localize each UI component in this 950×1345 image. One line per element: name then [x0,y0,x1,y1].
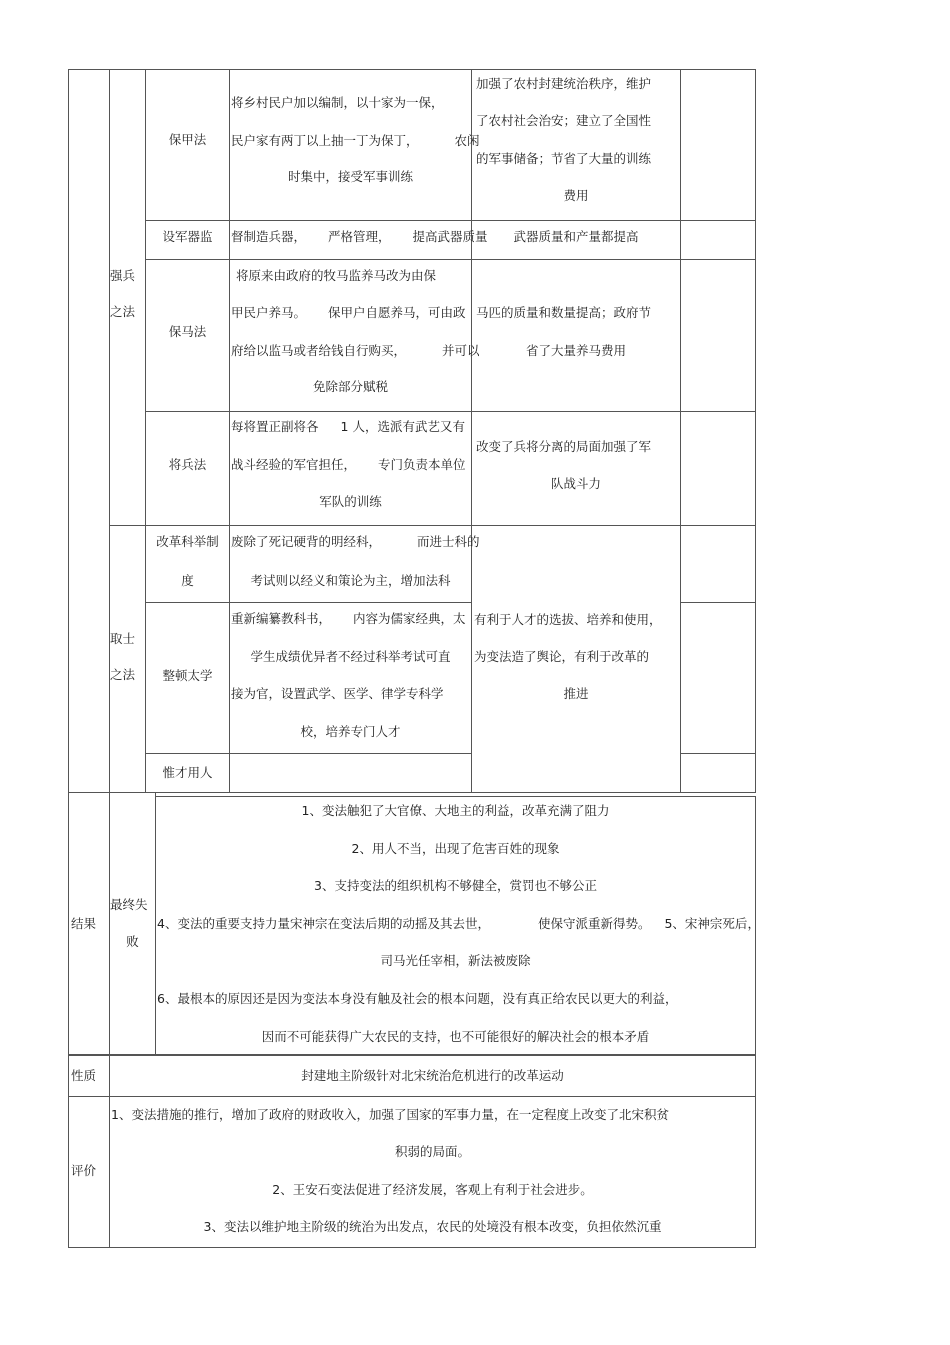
evaluation-item-1-cont: 积弱的局面。 [394,1144,470,1159]
keju-name-line1: 改革科举制 [156,534,219,549]
result-sublabel-line1: 最终失 [110,897,148,912]
junqi-name: 设军器监 [162,229,213,244]
baoma-content-line4: 免除部分赋税 [312,379,388,394]
keju-note-cell [680,525,756,603]
result-item-4: 4、变法的重要支持力量宋神宗在变法后期的动摇及其去世， 使保守派重新得势。 5、宋神宗死后， [157,916,760,931]
taixue-content-line3: 接为官，设置武学、医学、律学专科学 [231,686,444,701]
baojia-name: 保甲法 [168,132,207,147]
taixue-content-line1: 重新编纂教科书， 内容为儒家经典，太 [231,611,466,626]
qushi-label-line1: 取士 [110,631,136,646]
result-item-3: 3、支持变法的组织机构不够健全，赏罚也不够公正 [314,878,597,893]
qiangbing-label-line1: 强兵 [110,268,136,283]
result-item-1: 1、变法触犯了大官僚、大地主的利益，改革充满了阻力 [301,803,610,818]
baojia-content-line3: 时集中，接受军事训练 [287,169,413,184]
baoma-content-line2: 甲民户养马。 保甲户自愿养马，可由政 [231,305,466,320]
baoma-content-line1: 将原来由政府的牧马监养马改为由保 [236,268,437,283]
jiangbing-effect-cell [471,411,681,526]
left-margin-column [68,69,110,793]
result-label: 结果 [71,916,97,931]
baojia-effect-line3: 的军事储备；节省了大量的训练 [476,151,652,166]
baoma-effect-cell [471,259,681,412]
qushi-label-cell [109,525,146,793]
baoma-content-line3: 府给以监马或者给钱自行购买， 并可以 [231,343,480,358]
keju-name-line2: 度 [181,573,194,588]
junqi-note-cell [680,220,756,260]
qushi-effect-line1: 有利于人才的选拔、培养和使用， [474,612,662,627]
result-sublabel-line2: 败 [126,934,139,949]
baoma-effect-line1: 马匹的质量和数量提高；政府节 [476,305,652,320]
baojia-effect-line2: 了农村社会治安；建立了全国性 [476,113,652,128]
evaluation-item-2: 2、王安石变法促进了经济发展，客观上有利于社会进步。 [272,1182,593,1197]
baojia-effect-line4: 费用 [563,188,589,203]
baoma-note-cell [680,259,756,412]
taixue-note-cell [680,602,756,754]
jiangbing-content-line3: 军队的训练 [319,494,382,509]
jiangbing-name: 将兵法 [168,457,207,472]
evaluation-label: 评价 [71,1163,97,1178]
result-item-6: 6、最根本的原因还是因为变法本身没有触及社会的根本问题，没有真正给农民以更大的利益， [157,991,678,1006]
taixue-content-line4: 校，培养专门人才 [300,724,401,739]
jiangbing-effect-line2: 队战斗力 [550,476,601,491]
jiangbing-effect-line1: 改变了兵将分离的局面加强了军 [476,439,652,454]
evaluation-item-1: 1、变法措施的推行，增加了政府的财政收入，加强了国家的军事力量，在一定程度上改变了北宋积贫 [111,1107,669,1122]
weicai-content-cell [229,753,472,793]
result-item-2: 2、用人不当，出现了危害百姓的现象 [351,841,560,856]
baojia-content-line1: 将乡村民户加以编制，以十家为一保， [231,95,444,110]
baoma-name: 保马法 [168,324,207,339]
result-sublabel-cell [109,792,156,1055]
keju-content-line1: 废除了死记硬背的明经科， 而进士科的 [231,534,480,549]
jiangbing-note-cell [680,411,756,526]
evaluation-item-3: 3、变法以维护地主阶级的统治为出发点，农民的处境没有根本改变，负担依然沉重 [203,1219,662,1234]
qiangbing-label-cell [109,69,146,526]
weicai-name: 惟才用人 [162,765,213,780]
weicai-note-cell [680,753,756,793]
baojia-note-cell [680,69,756,221]
result-item-6-cont: 因而不可能获得广大农民的支持，也不可能很好的解决社会的根本矛盾 [261,1029,650,1044]
qiangbing-label-line2: 之法 [110,304,136,319]
taixue-name: 整顿太学 [162,668,213,683]
baojia-content-line2: 民户家有两丁以上抽一丁为保丁， 农闲 [231,133,480,148]
baoma-effect-line2: 省了大量养马费用 [525,343,626,358]
jiangbing-content-line1: 每将置正副将各 1 人，选派有武艺又有 [231,419,465,434]
jiangbing-content-line2: 战斗经验的军官担任， 专门负责本单位 [231,457,466,472]
baojia-effect-line1: 加强了农村封建统治秩序，维护 [476,76,652,91]
taixue-content-line2: 学生成绩优异者不经过科举考试可直 [250,649,451,664]
qushi-effect-line3: 推进 [563,686,589,701]
keju-content-line2: 考试则以经义和策论为主，增加法科 [250,573,451,588]
nature-label: 性质 [71,1068,97,1083]
junqi-content: 督制造兵器， 严格管理， 提高武器质量 [231,229,488,244]
nature-text: 封建地主阶级针对北宋统治危机进行的改革运动 [301,1068,564,1083]
junqi-effect: 武器质量和产量都提高 [513,229,639,244]
result-item-5: 司马光任宰相，新法被废除 [380,953,531,968]
qushi-label-line2: 之法 [110,667,136,682]
qushi-effect-line2: 为变法造了舆论，有利于改革的 [474,649,650,664]
